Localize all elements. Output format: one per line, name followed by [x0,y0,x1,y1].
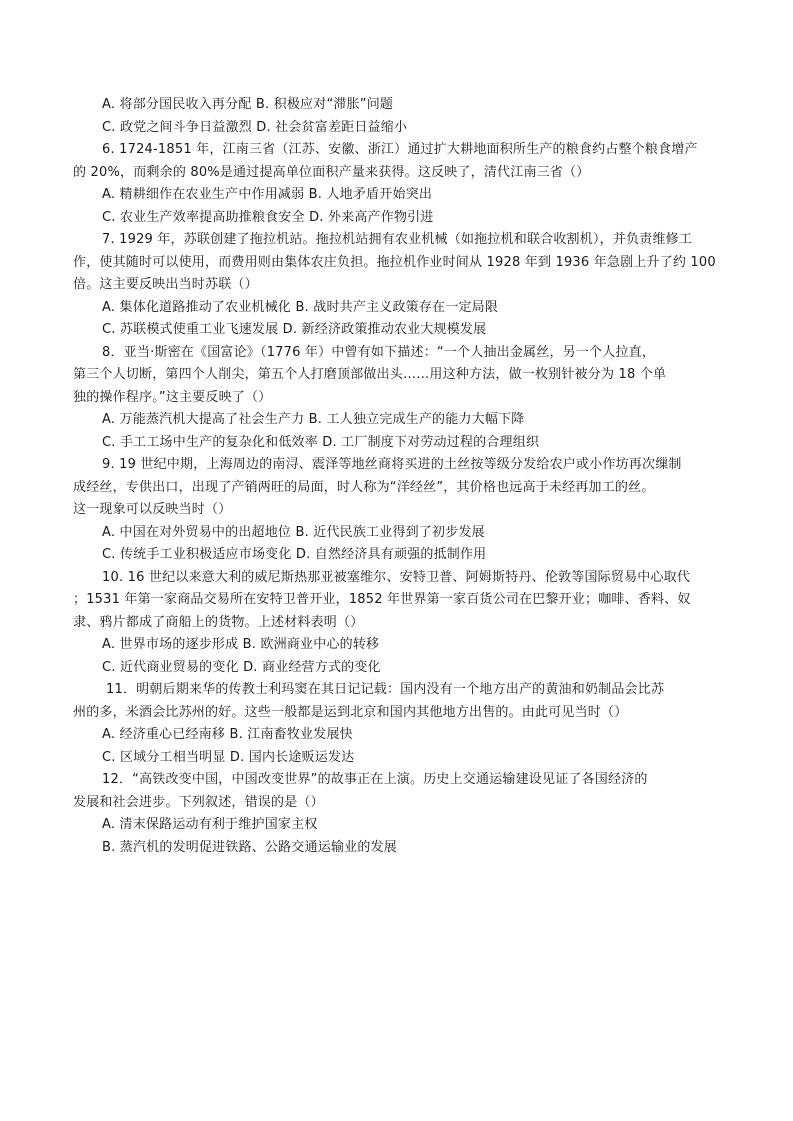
option-line: A. 世界市场的逐步形成 B. 欧洲商业中心的转移 [102,637,380,652]
question-7-line: 7. 1929 年，苏联创建了拖拉机站。拖拉机站拥有农业机械（如拖拉机和联合收割机），并负责维修工 [102,232,693,247]
option-line: C. 手工工场中生产的复杂化和低效率 D. 工厂制度下对劳动过程的合理组织 [102,434,540,450]
option-line: C. 政党之间斗争日益激烈 D. 社会贫富差距日益缩小 [102,119,408,135]
question-9-line: 成经丝，专供出口，出现了产销两旺的局面，时人称为“洋经丝”，其价格也远高于未经再加工的丝。 [73,479,655,495]
question-9-line: 这一现象可以反映当时（） [73,502,232,517]
question-8-line: 第三个人切断，第四个人削尖，第五个人打磨顶部做出头……用这种方法，做一枚别针被分为 18 个单 [73,367,667,382]
page-content [73,94,723,859]
option-line: A. 将部分国民收入再分配 B. 积极应对“滞胀”问题 [102,97,394,112]
question-8-line: 独的操作程序。”这主要反映了（） [73,389,272,405]
option-line: A. 经济重心已经南移 B. 江南畜牧业发展快 [102,727,353,742]
question-11-line: 11．明朝后期来华的传教士利玛窦在其日记记载：国内没有一个地方出产的黄油和奶制品会比苏 [106,682,665,697]
question-10-line: 隶、鸦片都成了商船上的货物。上述材料表明（） [73,614,364,630]
option-line: C. 传统手工业积极适应市场变化 D. 自然经济具有顽强的抵制作用 [102,547,487,562]
question-9-line: 9. 19 世纪中期，上海周边的南浔、震泽等地丝商将买进的土丝按等级分发给农户或小作坊再次缫制 [102,457,682,472]
question-7-line: 作，使其随时可以使用，而费用则由集体农庄负担。拖拉机作业时间从 1928 年到 1936 年急剧上升了约 100 [73,254,716,270]
option-line: A. 中国在对外贸易中的出超地位 B. 近代民族工业得到了初步发展 [102,524,485,540]
question-7-line: 倍。这主要反映出当时苏联（） [73,277,258,292]
option-line: A. 精耕细作在农业生产中作用减弱 B. 人地矛盾开始突出 [102,187,433,202]
question-11-line: 州的多，米酒会比苏州的好。这些一般都是运到北京和国内其他地方出售的。由此可见当时（） [73,704,628,720]
question-12-line: 12．“高铁改变中国，中国改变世界”的故事正在上演。历史上交通运输建设见证了各国经济的 [102,772,648,787]
option-line: C. 近代商业贸易的变化 D. 商业经营方式的变化 [102,659,381,675]
option-line: B. 蒸汽机的发明促进铁路、公路交通运输业的发展 [102,839,397,855]
option-line: A. 万能蒸汽机大提高了社会生产力 B. 工人独立完成生产的能力大幅下降 [102,412,525,427]
option-line: A. 清末保路运动有利于维护国家主权 [102,817,318,832]
question-10-line: ；1531 年第一家商品交易所在安特卫普开业，1852 年世界第一家百货公司在巴黎开业；咖啡、香料、奴 [73,592,691,607]
question-8-line: 8．亚当·斯密在《国富论》（1776 年）中曾有如下描述：“一个人抽出金属丝，另一个人拉直， [102,344,656,360]
option-line: C. 区域分工相当明显 D. 国内长途贩运发达 [102,749,355,765]
question-10-line: 10. 16 世纪以来意大利的威尼斯热那亚被塞维尔、安特卫普、阿姆斯特丹、伦敦等国际贸易中心取代 [102,569,691,585]
question-6-line: 6. 1724-1851 年，江南三省（江苏、安徽、浙江）通过扩大耕地面积所生产的粮食约占整个粮食增产 [102,142,698,157]
question-6-line: 的 20%，而剩余的 80%是通过提高单位面积产量来获得。这反映了，清代江南三省（） [73,164,590,180]
option-line: C. 农业生产效率提高助推粮食安全 D. 外来高产作物引进 [102,209,434,225]
question-12-line: 发展和社会进步。下列叙述，错误的是（） [73,794,324,810]
option-line: A. 集体化道路推动了农业机械化 B. 战时共产主义政策存在一定局限 [102,299,499,315]
option-line: C. 苏联模式使重工业飞速发展 D. 新经济政策推动农业大规模发展 [102,322,487,337]
